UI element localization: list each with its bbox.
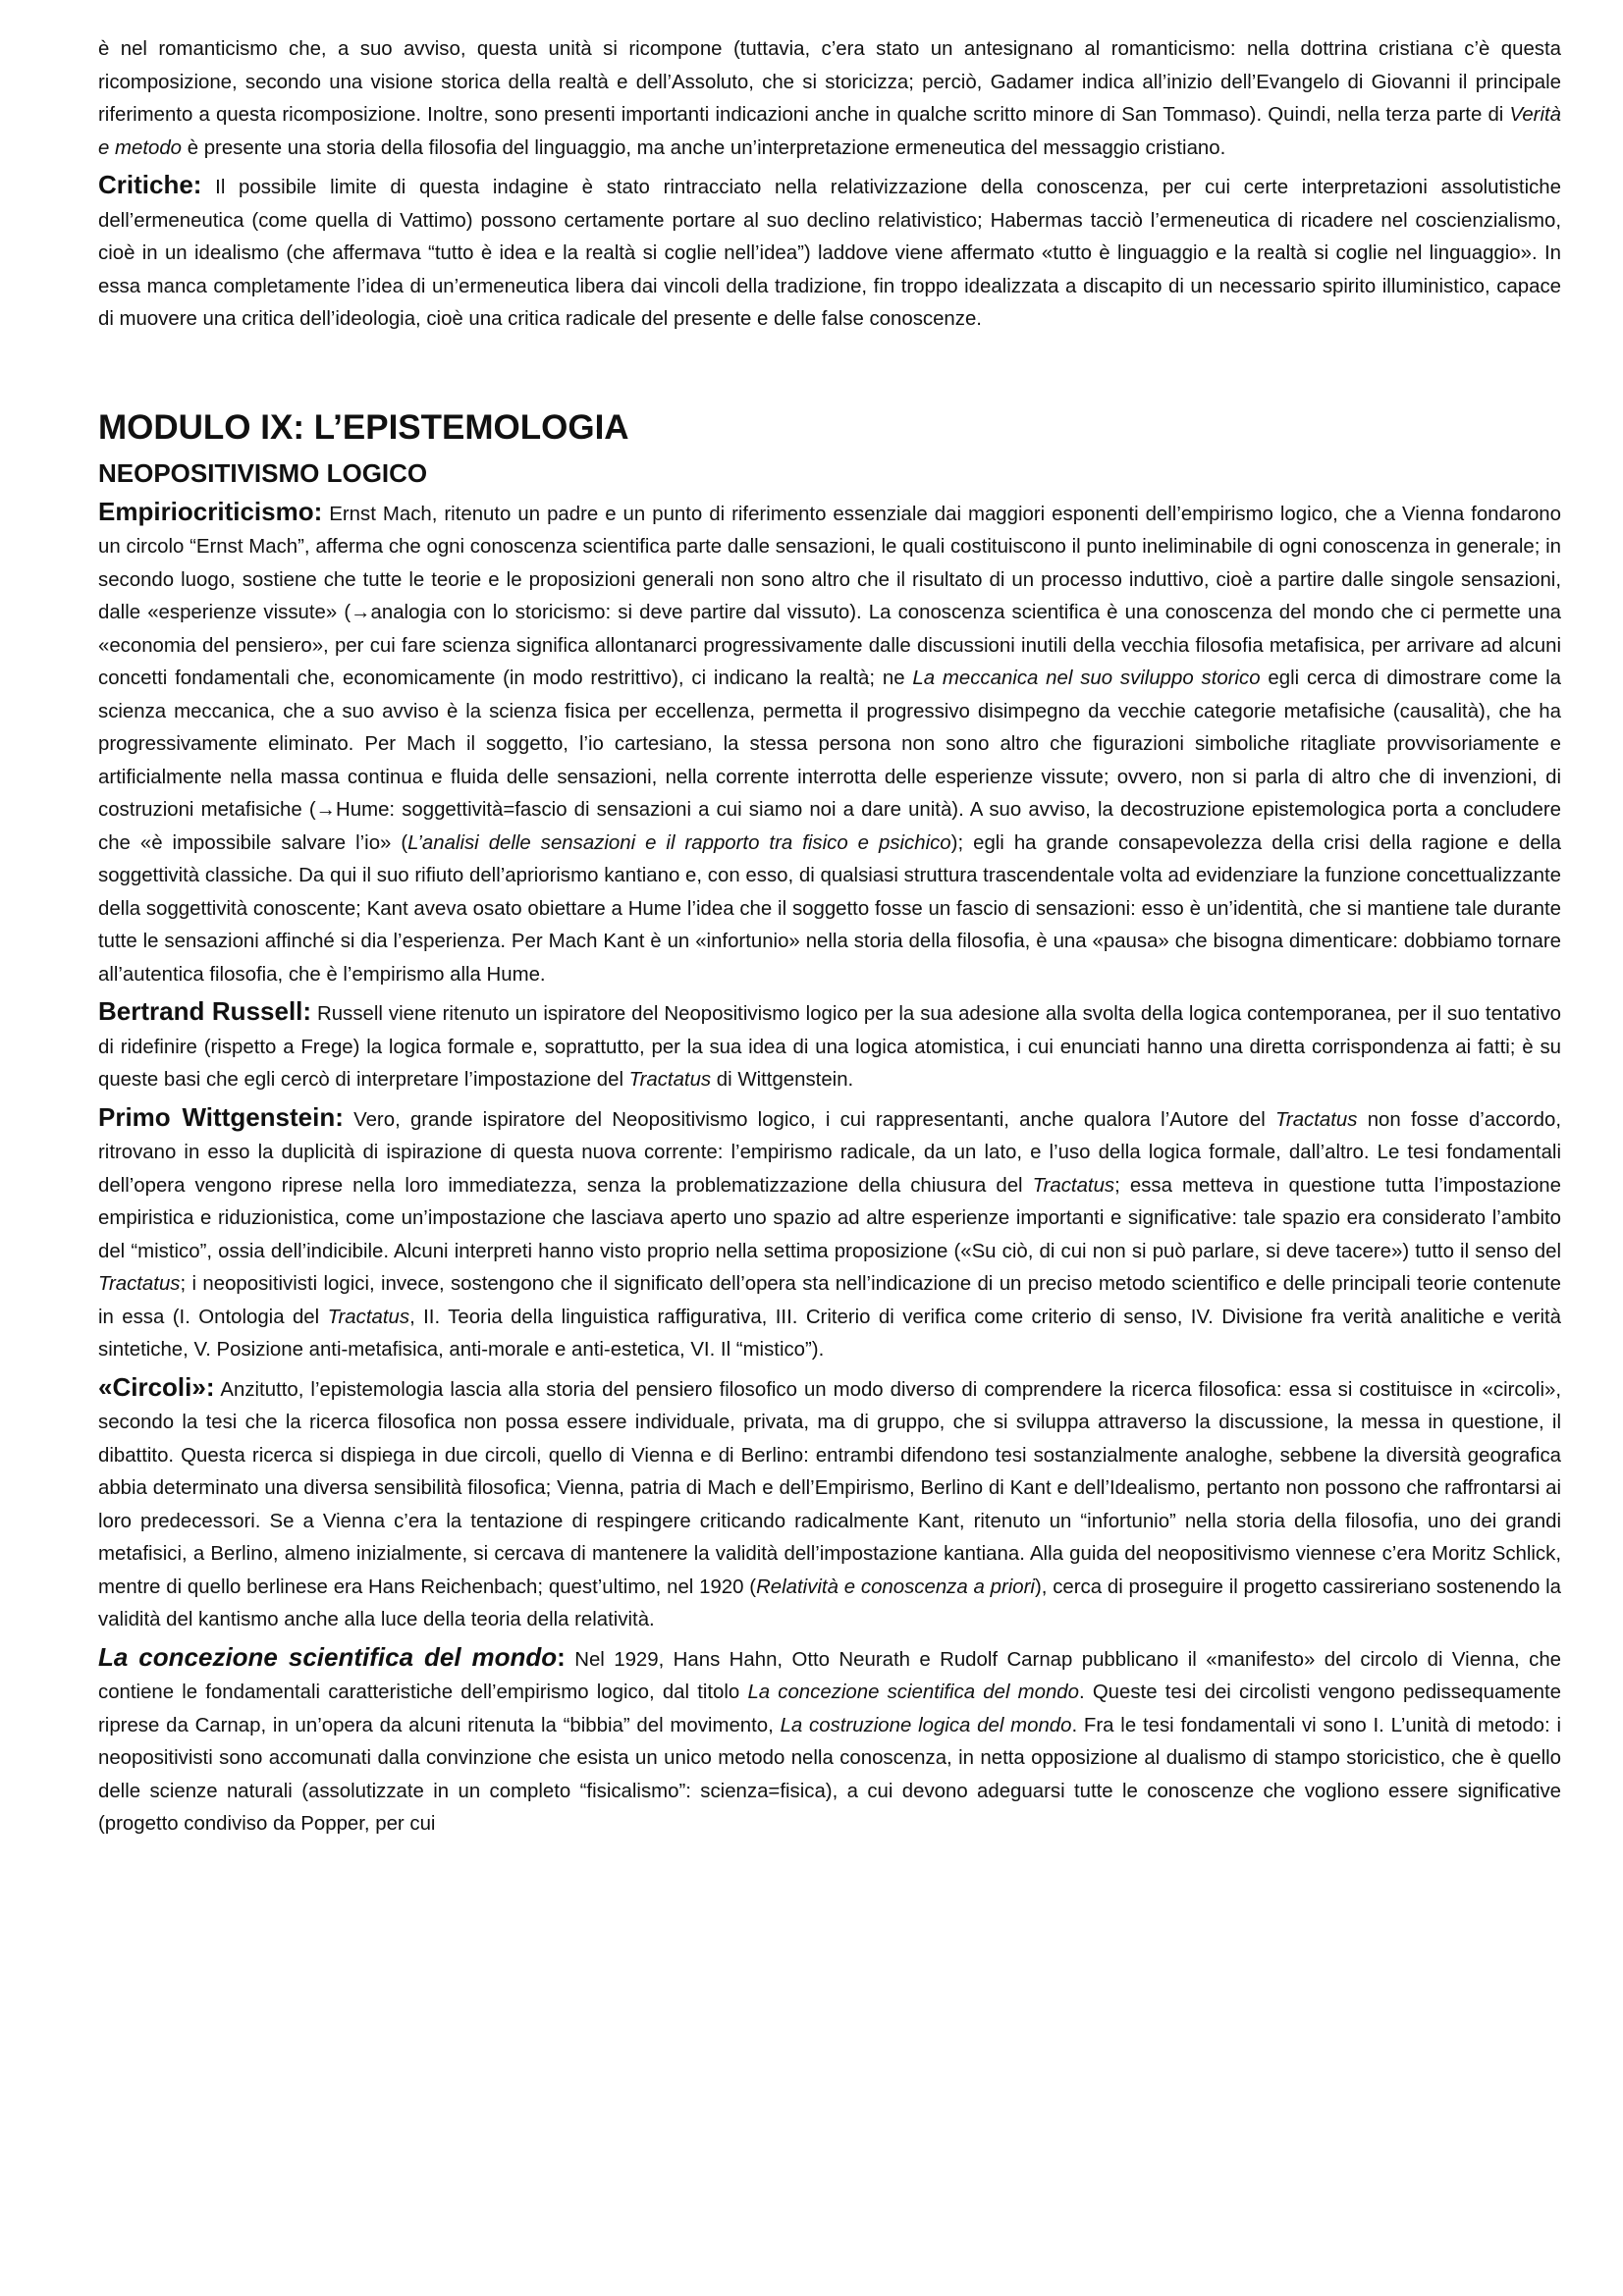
book-title: Tractatus	[1032, 1174, 1115, 1197]
text: egli cerca di dimostrare come la scienza meccanica, che a suo avviso è la scienza fisica per eccellenza, permetta il progressivo disimpegno da vecchie categorie metafisiche (causalità), che ha progressivamente eliminato. Per Mach il soggetto, l’io cartesiano, la stessa persona non sono altro che figurazioni simboliche ritagliate provvisoriamente e artificialmente nella massa continua e fluida delle sensazioni, nella corrente interrotta delle esperienze vissute; ovvero, non si parla di altro che di invenzioni, di costruzioni metafisiche (→Hume: soggettività=fascio di sensazioni a cui siamo noi a dare unità). A suo avviso, la decostruzione epistemologica porta a concludere che «è impossibile salvare l’io» (	[98, 667, 1561, 854]
text: . Fra le tesi fondamentali vi sono I. L’unità di metodo: i neopositivisti sono accomunati dalla convinzione che esista un unico metodo nella conoscenza, in netta opposizione al dualismo di stampo storicistico, che è quello delle scienze naturali (assolutizzate in un completo “fisicalismo”: scienza=fisica), a cui devono adeguarsi tutte le conoscenze che vogliono essere significative (progetto condiviso da Popper, per cui	[98, 1714, 1561, 1835]
text: . Queste tesi dei circolisti vengono pedissequamente riprese da Carnap, in un’opera da alcuni ritenuta la “bibbia” del movimento,	[98, 1682, 1562, 1736]
book-title: La meccanica nel suo sviluppo storico	[912, 667, 1261, 689]
book-title: Tractatus	[628, 1069, 712, 1091]
module-title: MODULO IX: L’EPISTEMOLOGIA	[98, 407, 629, 447]
book-title: Tractatus	[327, 1306, 410, 1328]
text: non fosse d’accordo, ritrovano in esso la duplicità di ispirazione di questa nuova corrente: l’empirismo radicale, da un lato, e l’uso della logica formale, dall’altro. Le tesi fondamentali dell’opera vengono riprese nella loro immediatezza, senza la problematizzazione della chiusura del	[98, 1108, 1561, 1197]
runin-heading-critiche: Critiche:	[98, 170, 202, 199]
paragraph-concezione	[98, 1641, 1561, 1842]
runin-heading-concezione: La concezione scientifica del mondo	[98, 1641, 558, 1672]
paragraph-intro	[98, 33, 1561, 165]
book-title: La concezione scientifica del mondo	[747, 1682, 1079, 1703]
text: di Wittgenstein.	[711, 1069, 854, 1091]
text: Il possibile limite di questa indagine è stato rintracciato nella relativizzazione della conoscenza, per cui certe interpretazioni assolutistiche dell’ermeneutica (come quella di Vattimo) possono certamente portare al suo declino relativistico; Habermas tacciò l’ermeneutica di ricadere nel coscienzialismo, cioè in un idealismo (che affermava “tutto è idea e la realtà si coglie nell’idea”) laddove viene affermato «tutto è linguaggio e la realtà si coglie nel linguaggio». In essa manca completamente l’idea di un’ermeneutica libera dai vincoli della tradizione, fin troppo idealizzata a discapito di un necessario spirito illuministico, capace di muovere una critica dell’ideologia, cioè una critica radicale del presente e delle false conoscenze.	[98, 177, 1561, 330]
runin-heading-wittgenstein: Primo Wittgenstein:	[98, 1101, 344, 1132]
runin-heading-circoli: «Circoli»:	[98, 1371, 215, 1402]
paragraph-circoli	[98, 1371, 1561, 1637]
section-title: NEOPOSITIVISMO LOGICO	[98, 457, 428, 488]
book-title: L’analisi delle sensazioni e il rapporto tra fisico e psichico	[407, 831, 951, 854]
book-title: Verità e metodo	[98, 104, 1561, 159]
paragraph-russell	[98, 995, 1561, 1097]
book-title: Relatività e conoscenza a priori	[756, 1575, 1035, 1598]
text: , II. Teoria della linguistica raffigurativa, III. Criterio di verifica come criterio di senso, IV. Divisione fra verità analitiche e verità sintetiche, V. Posizione anti-metafisica, anti-morale e anti-estetica, VI. Il “mistico”).	[98, 1306, 1561, 1361]
document-page	[98, 33, 1561, 1845]
runin-colon: :	[557, 1641, 566, 1672]
text: ; essa metteva in questione tutta l’impostazione empiristica e riduzionistica, come un’impostazione che lasciava aperto uno spazio ad altre esperienze importanti e significative: tale spazio era considerato l’ambito del “mistico”, ossia dell’indicibile. Alcuni interpreti hanno visto proprio nella settima proposizione («Su ciò, di cui non si può parlare, si deve tacere») tutto il senso del	[98, 1174, 1561, 1262]
paragraph-wittgenstein	[98, 1101, 1561, 1367]
book-title: La costruzione logica del mondo	[780, 1714, 1072, 1736]
paragraph-critiche	[98, 169, 1561, 337]
text: Ernst Mach, ritenuto un padre e un punto di riferimento essenziale dai maggiori esponenti dell’empirismo logico, che a Vienna fondarono un circolo “Ernst Mach”, afferma che ogni conoscenza scientifica parte dalle sensazioni, le quali costituiscono il punto ineliminabile di ogni conoscenza in generale; in secondo luogo, sostiene che tutte le teorie e le proposizioni generali non sono altro che il risultato di un processo induttivo, cioè a partire dalle singole sensazioni, dalle «esperienze vissute» (→analogia con lo storicismo: si deve partire dal vissuto). La conoscenza scientifica è una conoscenza del mondo che ci permette una «economia del pensiero», per cui fare scienza significa allontanarci progressivamente dalle discussioni inutili della vecchia filosofia metafisica, per arrivare ad alcuni concetti fondamentali che, economicamente (in modo restrittivo), ci indicano la realtà; ne	[98, 503, 1561, 689]
text: ); egli ha grande consapevolezza della crisi della ragione e della soggettività classiche. Da qui il suo rifiuto dell’apriorismo kantiano e, con esso, di qualsiasi struttura trascendentale volta ad evidenziare la funzione concettualizzante della soggettività conoscente; Kant aveva osato obiettare a Hume l’idea che il soggetto fosse un fascio di sensazioni: esso è un’identità, che si mantiene tale durante tutte le sensazioni affinché si dia l’esperienza. Per Mach Kant è un «infortunio» nella storia della filosofia, è una «pausa» che bisogna dimenticare: dobbiamo tornare all’autentica filosofia, che è l’empirismo alla Hume.	[98, 831, 1561, 986]
text: Vero, grande ispiratore del Neopositivismo logico, i cui rappresentanti, anche qualora l’Autore del	[343, 1108, 1275, 1131]
runin-heading-russell: Bertrand Russell:	[98, 996, 312, 1026]
book-title: Tractatus	[98, 1273, 181, 1295]
book-title: Tractatus	[1274, 1108, 1358, 1131]
text: ), cerca di proseguire il progetto cassireriano sostenendo la validità del kantismo anche alla luce della teoria della relatività.	[98, 1575, 1562, 1630]
paragraph-empiriocriticismo	[98, 496, 1561, 992]
text: è presente una storia della filosofia del linguaggio, ma anche un’interpretazione ermeneutica del messaggio cristiano.	[182, 136, 1226, 159]
text: Nel 1929, Hans Hahn, Otto Neurath e Rudolf Carnap pubblicano il «manifesto» del circolo di Vienna, che contiene le fondamentali caratteristiche dell’empirismo logico, dal titolo	[98, 1648, 1562, 1703]
text: Russell viene ritenuto un ispiratore del Neopositivismo logico per la sua adesione alla svolta della logica contemporanea, per il suo tentativo di ridefinire (rispetto a Frege) la logica formale e, soprattutto, per la sua idea di una logica atomistica, i cui enunciati hanno una diretta corrispondenza ai fatti; è su queste basi che egli cercò di interpretare l’impostazione del	[98, 1003, 1561, 1091]
text: è nel romanticismo che, a suo avviso, questa unità si ricompone (tuttavia, c’era stato un antesignano al romanticismo: nella dottrina cristiana c’è questa ricomposizione, secondo una visione storica della realtà e dell’Assoluto, che si storicizza; perciò, Gadamer indica all’inizio dell’Evangelo di Giovanni il principale riferimento a questa ricomposizione. Inoltre, sono presenti importanti indicazioni anche in qualche scritto minore di San Tommaso). Quindi, nella terza parte di	[98, 38, 1561, 126]
text: Anzitutto, l’epistemologia lascia alla storia del pensiero filosofico un modo diverso di comprendere la ricerca filosofica: essa si costituisce in «circoli», secondo la tesi che la ricerca filosofica non possa essere individuale, privata, ma di gruppo, che si sviluppa attraverso la discussione, la messa in questione, il dibattito. Questa ricerca si dispiega in due circoli, quello di Vienna e di Berlino: entrambi difendono tesi sostanzialmente analoghe, sebbene la diversità geografica abbia determinato una diversa sensibilità filosofica; Vienna, patria di Mach e dell’Empirismo, Berlino di Kant e dell’Idealismo, pertanto non possono che raffrontarsi ai loro predecessori. Se a Vienna c’era la tentazione di respingere criticando radicalmente Kant, ritenuto un “infortunio” nella storia della filosofia, uno dei grandi metafisici, a Berlino, almeno inizialmente, si cercava di mantenere la validità dell’impostazione kantiana. Alla guida del neopositivismo viennese c’era Moritz Schlick, mentre di quello berlinese era Hans Reichenbach; quest’ultimo, nel 1920 (	[98, 1378, 1561, 1598]
runin-heading-empiriocriticismo: Empiriocriticismo:	[98, 496, 323, 526]
text: ; i neopositivisti logici, invece, sostengono che il significato dell’opera sta nell’indicazione di un preciso metodo scientifico e delle principali teorie contenute in essa (I. Ontologia del	[98, 1273, 1561, 1328]
